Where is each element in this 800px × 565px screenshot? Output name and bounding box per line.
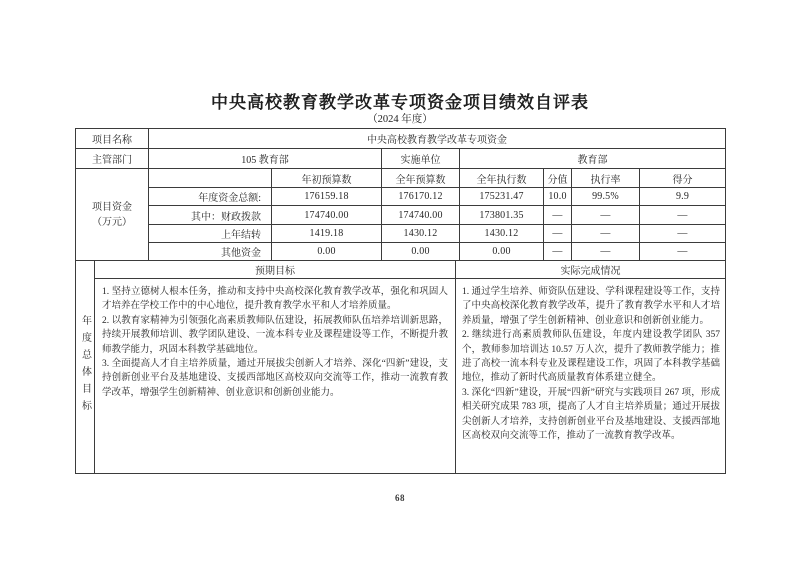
table-row xyxy=(76,188,726,206)
project-name-label: 项目名称 xyxy=(76,129,149,149)
funds-side-label-line2: （万元） xyxy=(92,216,132,228)
fund-cell: — xyxy=(544,206,572,225)
fund-cell: — xyxy=(544,225,572,243)
expected-goals-cell xyxy=(95,279,456,474)
expected-goals-header: 预期目标 xyxy=(95,261,456,279)
project-name-value: 中央高校教育教学改革专项资金 xyxy=(149,129,726,149)
table-row xyxy=(76,149,726,169)
fund-row-label: 其中：财政拨款 xyxy=(149,206,272,225)
department-label: 主管部门 xyxy=(76,149,149,169)
department-value: 105 教育部 xyxy=(149,149,382,169)
funds-header-rate: 执行率 xyxy=(572,169,640,188)
fund-cell: 0.00 xyxy=(382,243,460,261)
fund-cell: 176170.12 xyxy=(382,188,460,206)
actual-completion-item: 2. 继续进行高素质教师队伍建设，年度内建设教学团队 357 个，教师参加培训达 10.57 万人次，提升了教师教学能力；推进了高校一流本科专业及课程建设工作，巩固了本科教学基础地位，推动了新时代高质量教育体系建立健全。 xyxy=(462,330,720,384)
table-row xyxy=(76,261,726,279)
fund-cell: — xyxy=(640,225,726,243)
fund-cell: 1419.18 xyxy=(272,225,382,243)
fund-row-label: 其他资金 xyxy=(149,243,272,261)
fund-row-label: 年度资金总额: xyxy=(149,188,272,206)
goals-side-label-cell xyxy=(76,261,95,474)
fund-cell: 174740.00 xyxy=(272,206,382,225)
goals-side-label: 年度总体目标 xyxy=(79,314,91,417)
actual-completion-header: 实际完成情况 xyxy=(456,261,726,279)
fund-cell: 10.0 xyxy=(544,188,572,206)
fund-cell: — xyxy=(640,243,726,261)
table-row xyxy=(76,225,726,243)
funds-header-weight: 分值 xyxy=(544,169,572,188)
fund-cell: 9.9 xyxy=(640,188,726,206)
fund-row-label: 上年结转 xyxy=(149,225,272,243)
fund-cell: — xyxy=(544,243,572,261)
fund-cell: 0.00 xyxy=(460,243,544,261)
fund-cell: 175231.47 xyxy=(460,188,544,206)
funds-header-score: 得分 xyxy=(640,169,726,188)
funds-header-executed: 全年执行数 xyxy=(460,169,544,188)
fund-cell: 1430.12 xyxy=(382,225,460,243)
fund-cell: 0.00 xyxy=(272,243,382,261)
actual-completion-item: 1. 通过学生培养、师资队伍建设、学科课程建设等工作，支持了中央高校深化教育教学改革，提升了教育教学水平和人才培养质量，增强了学生创新精神、创业意识和创新创业能力。 xyxy=(462,287,720,326)
table-row xyxy=(76,129,726,149)
fund-cell: 174740.00 xyxy=(382,206,460,225)
expected-goal-item: 3. 全面提高人才自主培养质量，通过开展拔尖创新人才培养、深化“四新”建设，支持创新创业平台及基地建设、支援西部地区高校双向交流等工作，推动一流教育教学改革，增强学生创新精神、创业意识和创新创业能力。 xyxy=(102,359,448,398)
fund-cell: — xyxy=(572,225,640,243)
fund-cell: 99.5% xyxy=(572,188,640,206)
table-row xyxy=(76,279,726,474)
expected-goal-item: 2. 以教育家精神为引领强化高素质教师队伍建设，拓展教师队伍培养培训新思路，持续开展教师培训、教学团队建设、一流本科专业及课程建设等工作，不断提升教师教学能力，巩固本科教学基础地位。 xyxy=(102,315,448,355)
expected-goal-item: 1. 坚持立德树人根本任务，推动和支持中央高校深化教育教学改革，强化和巩固人才培养在学校工作中的中心地位，提升教育教学水平和人才培养质量。 xyxy=(102,287,448,312)
actual-completion-cell xyxy=(456,279,726,474)
table-row xyxy=(76,243,726,261)
funds-header-initial: 年初预算数 xyxy=(272,169,382,188)
fund-cell: 176159.18 xyxy=(272,188,382,206)
goals-table xyxy=(75,260,726,474)
page-title: 中央高校教育教学改革专项资金项目绩效自评表 xyxy=(211,93,589,112)
page-subtitle: （2024 年度） xyxy=(367,114,433,125)
fund-cell: 1430.12 xyxy=(460,225,544,243)
table-row xyxy=(76,206,726,225)
funds-corner-blank xyxy=(149,169,272,188)
funds-side-label xyxy=(76,169,149,261)
implementer-label: 实施单位 xyxy=(382,149,460,169)
fund-cell: 173801.35 xyxy=(460,206,544,225)
page-number: 68 xyxy=(395,493,405,503)
fund-cell: — xyxy=(572,243,640,261)
actual-completion-item: 3. 深化“四新”建设，开展“四新”研究与实践项目 267 项，形成相关研究成果 783 项，提高了人才自主培养质量；通过开展拔尖创新人才培养，支持创新创业平台及基地建设、支援西部地区高校双向交流等工作，推动了一流教育教学改革。 xyxy=(462,387,720,442)
fund-cell: — xyxy=(640,206,726,225)
fund-cell: — xyxy=(572,206,640,225)
project-funds-table xyxy=(75,128,726,261)
table-row xyxy=(76,169,726,188)
funds-header-annual: 全年预算数 xyxy=(382,169,460,188)
funds-side-label-line1: 项目资金 xyxy=(92,201,132,213)
implementer-value: 教育部 xyxy=(460,149,726,169)
